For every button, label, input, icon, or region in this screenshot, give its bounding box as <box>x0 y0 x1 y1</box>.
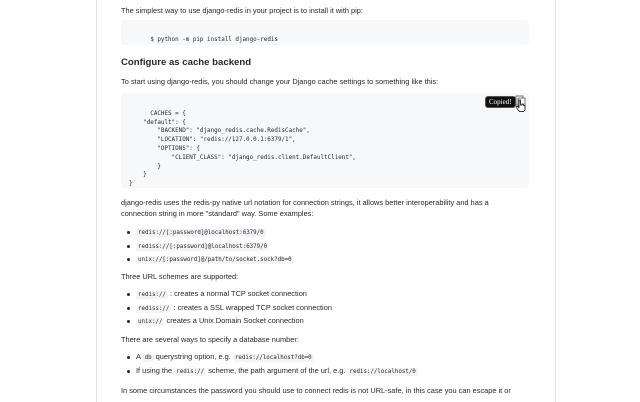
database-ways-list <box>121 351 529 378</box>
list-text: querystring option, e.g. <box>155 352 231 361</box>
url-example: rediss://[:password]@localhost:6379/0 <box>138 243 268 250</box>
url-examples-list <box>121 226 529 267</box>
url-notation-text: django-redis uses the redis-py native url notation for connection strings, it allows better interoperability and has a connection string in more "standard" way. Some examples: <box>121 198 489 218</box>
copy-button[interactable] <box>514 95 528 116</box>
docs-page <box>96 0 556 402</box>
scheme-code: unix:// <box>138 319 163 326</box>
schemes-intro: Three URL schemes are supported: <box>121 272 239 281</box>
hand-cursor-icon <box>515 99 527 112</box>
url-example: unix://[:password]@/path/to/socket.sock?db=0 <box>138 257 292 264</box>
list-item <box>121 365 529 379</box>
scheme-description: : creates a SSL wrapped TCP socket connection <box>173 302 332 312</box>
bottom-text: In some circumstances the password you should use to connect redis is not URL-safe, in this case you can escape it or <box>121 386 511 395</box>
list-item <box>121 315 529 329</box>
db-example-code: redis://localhost/0 <box>349 368 416 375</box>
list-item <box>121 288 529 302</box>
list-item <box>121 240 529 254</box>
list-item <box>121 351 529 365</box>
list-text: If using the <box>136 365 173 375</box>
scheme-description: creates a Unix Domain Socket connection <box>166 316 304 326</box>
list-item <box>121 253 529 267</box>
database-intro: There are several ways to specify a database number: <box>121 335 299 344</box>
configure-text: To start using django-redis, you should change your Django cache settings to something like this: <box>121 77 439 86</box>
scheme-description: : creates a normal TCP socket connection <box>169 289 307 298</box>
install-code-block[interactable] <box>121 20 529 45</box>
db-option-code: db <box>144 355 152 361</box>
schemes-list <box>121 288 529 329</box>
scheme-code: redis:// <box>138 292 166 298</box>
list-text: scheme, the path argument of the url, e.g. <box>208 365 346 375</box>
scheme-code: rediss:// <box>138 305 170 312</box>
install-command: $ python -m pip install django-redis <box>150 36 278 43</box>
list-text: A <box>136 352 141 361</box>
intro-text: The simplest way to use django-redis in your project is to install it with pip: <box>121 6 363 15</box>
config-code: CACHES = { "default": { "BACKEND": "django_redis.cache.RedisCache", "LOCATION": "redis://127.0.0.1:6379/1", "OPTIONS": { "CLIENT_CLASS": "django_redis.client.DefaultClient", } } } <box>129 110 356 188</box>
list-item <box>121 226 529 240</box>
list-item <box>121 302 529 316</box>
section-title: Configure as cache backend <box>121 57 252 68</box>
db-example-code: redis://localhost?db=0 <box>234 355 312 361</box>
url-example: redis://[:password]@localhost:6379/0 <box>138 230 264 236</box>
config-code-block[interactable] <box>121 93 529 188</box>
copied-tooltip: Copied! <box>485 96 516 108</box>
scheme-code: redis:// <box>176 368 205 375</box>
